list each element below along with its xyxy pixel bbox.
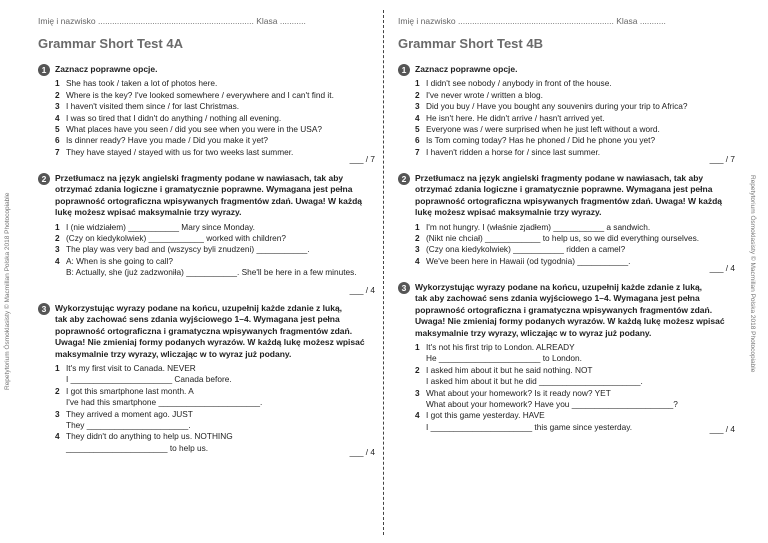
exercise-item	[55, 244, 383, 255]
instruction-line: tak aby zachować sens zdania wyjściowego 1–4. Wymagana jest pełna	[55, 314, 340, 325]
item-text: (Nikt nie chciał) ____________ to help us, so we did everything ourselves.	[426, 233, 700, 244]
instruction-line: otrzymać zdania logiczne i gramatycznie poprawne. Wymagana jest pełna	[55, 184, 353, 195]
item-text: I was so tired that I didn't do anything / nothing all evening.	[66, 112, 282, 123]
score: ___ / 4	[709, 263, 735, 273]
item-number: 3	[55, 244, 60, 255]
item-number: 4	[415, 410, 420, 421]
item-number: 3	[55, 101, 60, 112]
item-text: Where is the key? I've looked somewhere / everywhere and I can't find it.	[66, 89, 334, 100]
item-answer-line: I ______________________ this game since yesterday.	[426, 421, 633, 432]
instruction-line: tak aby zachować sens zdania wyjściowego 1–4. Wymagana jest pełna	[415, 293, 700, 304]
item-answer-line: He ______________________ to London.	[426, 353, 582, 364]
item-text: It's my first visit to Canada. NEVER	[66, 363, 196, 374]
item-text: Is Tom coming today? Has he phoned / Did he phone you yet?	[426, 135, 656, 146]
instruction-line: Przetłumacz na język angielski fragmenty podane w nawiasach, tak aby	[415, 173, 704, 183]
instruction-line: Wykorzystując wyrazy podane na końcu, uzupełnij każde zdanie z luką,	[415, 282, 703, 292]
exercise-item	[55, 431, 383, 454]
task-instruction	[415, 282, 743, 339]
exercise-item	[415, 410, 743, 433]
exercise-item	[415, 101, 743, 112]
item-text: (Czy ona kiedykolwiek) ___________ ridden a camel?	[426, 244, 626, 255]
exercise-item	[415, 147, 743, 158]
item-text: Is dinner ready? Have you made / Did you make it yet?	[66, 135, 268, 146]
score: ___ / 4	[349, 285, 375, 295]
item-number: 2	[415, 364, 420, 375]
copyright-right: Repetytorium Ósmoklasisty © Macmillan Polska 2018 Photocopiable	[749, 175, 756, 373]
item-number: 3	[415, 244, 420, 255]
task-number: 3	[398, 282, 410, 294]
instruction-line: Uwaga! Nie zmieniaj formy podanych wyrazów. W każdą lukę możesz wpisać	[415, 316, 725, 327]
instruction-line: poprawność ortograficzna wpisywanych fragmentów zdań. Uwaga! W każdą	[55, 195, 362, 206]
item-number: 7	[415, 146, 420, 157]
item-number: 1	[55, 363, 60, 374]
exercise-item	[415, 244, 743, 255]
exercise-item	[55, 233, 383, 244]
item-number: 1	[415, 342, 420, 353]
item-text: I've never wrote / written a blog.	[426, 89, 543, 100]
item-number: 5	[415, 124, 420, 135]
exercise-item	[415, 365, 743, 388]
exercise-item	[415, 124, 743, 135]
exercise-item	[55, 101, 383, 112]
item-text: I'm not hungry. I (właśnie zjadłem) ___________ a sandwich.	[426, 221, 651, 232]
item-answer-line: B: Actually, she (już zadzwoniła) ___________. She'll be here in a few minutes.	[66, 267, 357, 278]
item-text: I got this smartphone last month. A	[66, 385, 194, 396]
item-text: It's not his first trip to London. ALREADY	[426, 342, 575, 353]
item-text: They have stayed / stayed with us for two weeks last summer.	[66, 146, 294, 157]
task-instruction: Zaznacz poprawne opcje.	[415, 64, 518, 74]
item-text: We've been here in Hawaii (od tygodnia) ___________.	[426, 255, 631, 266]
item-text: They arrived a moment ago. JUST	[66, 408, 193, 419]
exercise-item	[55, 113, 383, 124]
item-number: 1	[415, 221, 420, 232]
item-text: I got this game yesterday. HAVE	[426, 410, 545, 421]
item-number: 6	[55, 135, 60, 146]
exercise-item	[415, 388, 743, 411]
item-text: A: When is she going to call?	[66, 255, 173, 266]
item-answer-line: I ______________________ Canada before.	[66, 374, 232, 385]
exercise-item	[415, 233, 743, 244]
instruction-line: poprawność ortograficzna wpisywanych fragmentów zdań. Uwaga! W każdą	[415, 195, 722, 206]
instruction-line: poprawność ortograficzna i gramatyczna wpisywanych fragmentów zdań.	[55, 325, 353, 336]
item-number: 1	[415, 78, 420, 89]
exercise-item	[55, 256, 383, 279]
task-number: 1	[398, 64, 410, 76]
exercise-item	[55, 409, 383, 432]
score: ___ / 4	[349, 447, 375, 457]
item-answer-line: I've had this smartphone ______________________.	[66, 397, 263, 408]
item-answer-line: What about your homework? Have you ______________________?	[426, 399, 678, 410]
cut-line	[383, 10, 384, 535]
task-1	[398, 64, 743, 164]
item-number: 2	[55, 385, 60, 396]
item-text: They didn't do anything to help us. NOTHING	[66, 431, 233, 442]
task-2	[38, 173, 383, 295]
exercise-item	[415, 222, 743, 233]
task-3	[38, 303, 383, 457]
item-text: I (nie widziałem) ___________ Mary since Monday.	[66, 221, 255, 232]
task-number: 1	[38, 64, 50, 76]
item-text: What places have you seen / did you see when you were in the USA?	[66, 124, 322, 135]
name-class-line: Imię i nazwisko .................................................................. Klasa ...........	[38, 16, 306, 26]
instruction-line: poprawność ortograficzna i gramatyczna wpisywanych fragmentów zdań.	[415, 304, 713, 315]
task-number: 2	[38, 173, 50, 185]
instruction-line: lukę możesz wpisać maksymalnie trzy wyrazy.	[55, 207, 242, 218]
item-text: Everyone was / were surprised when he just left without a word.	[426, 124, 660, 135]
exercise-item	[415, 113, 743, 124]
task-instruction	[415, 173, 743, 219]
item-text: What about your homework? Is it ready now? YET	[426, 387, 611, 398]
exercise-item	[415, 256, 743, 267]
name-class-line: Imię i nazwisko .................................................................. Klasa ...........	[398, 16, 666, 26]
item-number: 4	[415, 112, 420, 123]
task-1	[38, 64, 383, 164]
exercise-item	[55, 124, 383, 135]
item-number: 4	[415, 255, 420, 266]
exercise-item	[415, 135, 743, 146]
item-answer-line: I asked him about it but he did ______________________.	[426, 376, 643, 387]
exercise-item	[55, 386, 383, 409]
task-3	[398, 282, 743, 433]
item-text: I asked him about it but he said nothing. NOT	[426, 364, 593, 375]
item-text: (Czy on kiedykolwiek) ____________ worked with children?	[66, 233, 286, 244]
item-number: 2	[415, 89, 420, 100]
exercise-item	[55, 135, 383, 146]
test-title: Grammar Short Test 4A	[38, 36, 183, 51]
instruction-line: Uwaga! Nie zmieniaj formy podanych wyrazów. W każdą lukę możesz wpisać	[55, 337, 365, 348]
task-number: 2	[398, 173, 410, 185]
exercise-item	[55, 222, 383, 233]
score: ___ / 7	[349, 154, 375, 164]
item-number: 4	[55, 112, 60, 123]
item-number: 7	[55, 146, 60, 157]
task-instruction	[55, 173, 383, 219]
item-number: 6	[415, 135, 420, 146]
item-number: 5	[55, 124, 60, 135]
instruction-line: maksymalnie trzy wyrazy, wliczając w to wyraz już podany.	[55, 348, 292, 359]
exercise-item	[55, 363, 383, 386]
task-number: 3	[38, 303, 50, 315]
item-answer-line: They ______________________.	[66, 420, 191, 431]
item-text: I didn't see nobody / anybody in front of the house.	[426, 78, 612, 89]
task-instruction	[55, 303, 383, 360]
item-number: 3	[55, 408, 60, 419]
task-2	[398, 173, 743, 273]
item-text: The play was very bad and (wszyscy byli znudzeni) ___________.	[66, 244, 310, 255]
item-number: 4	[55, 255, 60, 266]
exercise-item	[415, 90, 743, 101]
item-answer-line: ______________________ to help us.	[66, 442, 209, 453]
item-number: 2	[415, 233, 420, 244]
exercise-item	[55, 78, 383, 89]
instruction-line: Wykorzystując wyrazy podane na końcu, uzupełnij każde zdanie z luką,	[55, 303, 343, 313]
item-text: He isn't here. He didn't arrive / hasn't arrived yet.	[426, 112, 605, 123]
instruction-line: maksymalnie trzy wyrazy, wliczając w to wyraz już podany.	[415, 327, 652, 338]
instruction-line: lukę możesz wpisać maksymalnie trzy wyrazy.	[415, 207, 602, 218]
item-text: Did you buy / Have you bought any souvenirs during your trip to Africa?	[426, 101, 688, 112]
score: ___ / 4	[709, 424, 735, 434]
score: ___ / 7	[709, 154, 735, 164]
item-number: 3	[415, 101, 420, 112]
test-title: Grammar Short Test 4B	[398, 36, 543, 51]
exercise-item	[415, 342, 743, 365]
instruction-line: otrzymać zdania logiczne i gramatycznie poprawne. Wymagana jest pełna	[415, 184, 713, 195]
item-number: 4	[55, 431, 60, 442]
item-text: I haven't ridden a horse for / since last summer.	[426, 146, 601, 157]
exercise-item	[415, 78, 743, 89]
item-number: 3	[415, 387, 420, 398]
item-text: I haven't visited them since / for last Christmas.	[66, 101, 240, 112]
task-instruction: Zaznacz poprawne opcje.	[55, 64, 158, 74]
copyright-left: Repetytorium Ósmoklasisty © Macmillan Polska 2018 Photocopiable	[4, 192, 11, 390]
exercise-item	[55, 90, 383, 101]
item-number: 1	[55, 78, 60, 89]
exercise-item	[55, 147, 383, 158]
item-text: She has took / taken a lot of photos here.	[66, 78, 218, 89]
item-number: 2	[55, 233, 60, 244]
instruction-line: Przetłumacz na język angielski fragmenty podane w nawiasach, tak aby	[55, 173, 344, 183]
item-number: 1	[55, 221, 60, 232]
item-number: 2	[55, 89, 60, 100]
